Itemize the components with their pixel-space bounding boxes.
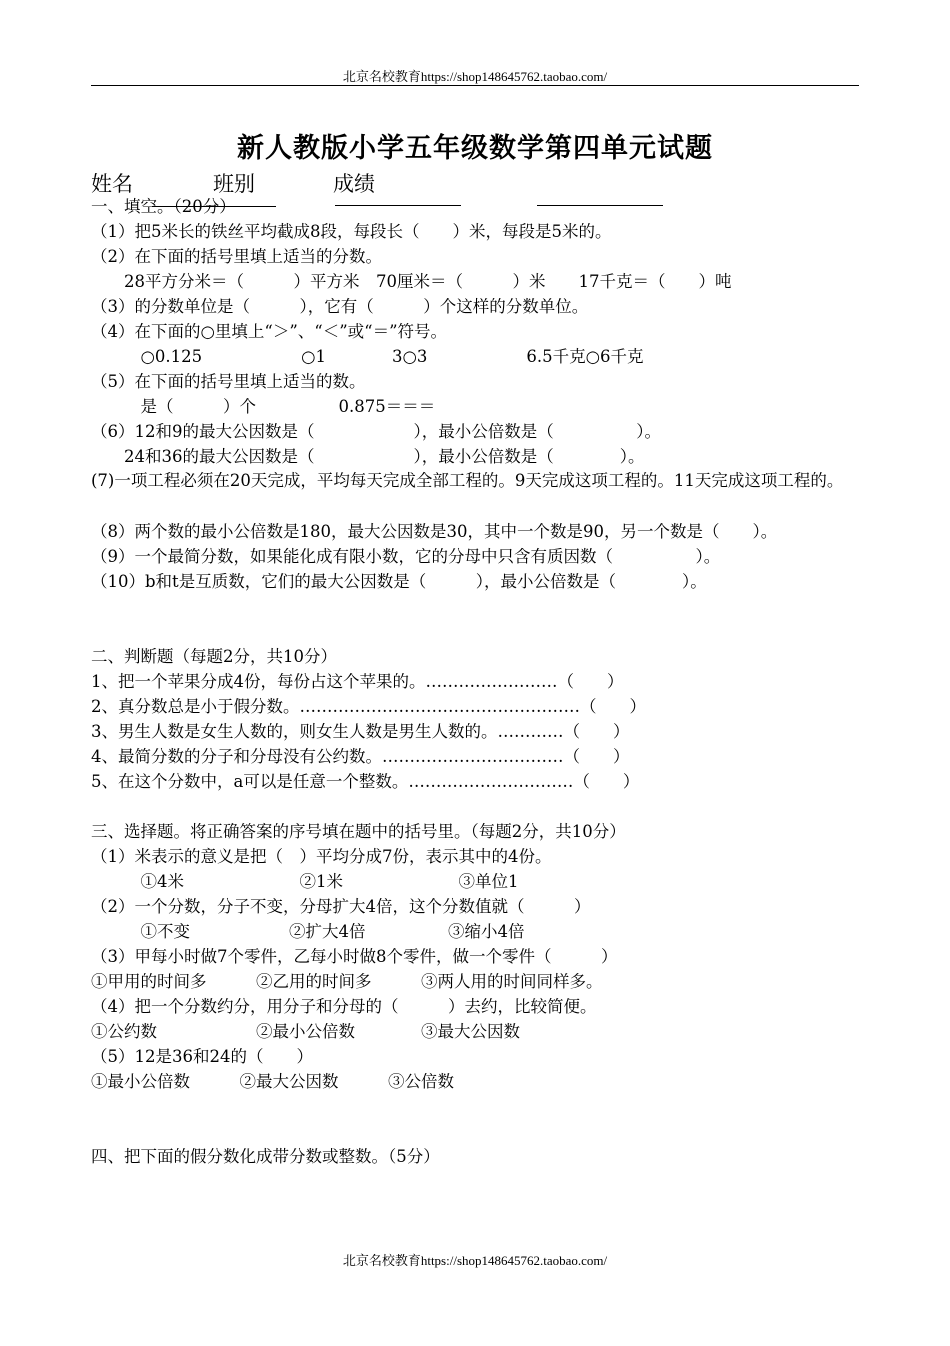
s1-item-4: （4）在下面的○里填上“＞”、“＜”或“＝”符号。 bbox=[91, 322, 448, 341]
s2-item-5: 5、在这个分数中，a可以是任意一个整数。…………………………（ ） bbox=[91, 772, 640, 791]
section2-heading: 二、判断题（每题2分，共10分） bbox=[91, 647, 337, 666]
s3-item-1-options: ①4米 ②1米 ③单位1 bbox=[91, 872, 519, 891]
s3-item-3: （3）甲每小时做7个零件，乙每小时做8个零件，做一个零件（ ） bbox=[91, 947, 618, 966]
page-header: 北京名校教育https://shop148645762.taobao.com/ bbox=[342, 69, 608, 84]
s1-item-5-blanks: 是（ ）个 0.875＝＝＝ bbox=[91, 397, 436, 416]
heading-strikethrough bbox=[152, 206, 276, 207]
s3-item-1: （1）米表示的意义是把（ ）平均分成7份，表示其中的4份。 bbox=[91, 847, 552, 866]
s1-item-6: （6）12和9的最大公因数是（ ），最小公倍数是（ ）。 bbox=[91, 422, 661, 441]
s3-item-3-options: ①甲用的时间多 ②乙用的时间多 ③两人用的时间同样多。 bbox=[91, 972, 603, 991]
s3-item-2: （2）一个分数，分子不变，分母扩大4倍，这个分数值就（ ） bbox=[91, 897, 591, 916]
s1-item-6b: 24和36的最大公因数是（ ），最小公倍数是（ ）。 bbox=[91, 447, 645, 466]
name-label: 姓名 bbox=[91, 172, 133, 196]
class-label: 班别 bbox=[213, 172, 255, 196]
page-footer: 北京名校教育https://shop148645762.taobao.com/ bbox=[342, 1253, 608, 1268]
section1-heading: 一、填空。（20分） bbox=[91, 197, 236, 216]
s1-item-1: （1）把5米长的铁丝平均截成8段，每段长（ ）米，每段是5米的。 bbox=[91, 222, 612, 241]
s2-item-2: 2、真分数总是小于假分数。……………………………………………（ ） bbox=[91, 697, 646, 716]
s3-item-5: （5）12是36和24的（ ） bbox=[91, 1047, 313, 1066]
s1-item-10: （10）b和t是互质数，它们的最大公因数是（ ），最小公倍数是（ ）。 bbox=[91, 572, 707, 591]
s2-item-4: 4、最简分数的分子和分母没有公约数。……………………………（ ） bbox=[91, 747, 630, 766]
section4-heading: 四、把下面的假分数化成带分数或整数。（5分） bbox=[91, 1147, 440, 1166]
page-title: 新人教版小学五年级数学第四单元试题 bbox=[237, 133, 713, 164]
s1-item-5: （5）在下面的括号里填上适当的数。 bbox=[91, 372, 366, 391]
s1-item-2-blanks: 28平方分米＝（ ）平方米 70厘米＝（ ）米 17千克＝（ ）吨 bbox=[91, 272, 732, 291]
s2-item-3: 3、男生人数是女生人数的，则女生人数是男生人数的。…………（ ） bbox=[91, 722, 630, 741]
s1-item-3: （3）的分数单位是（ ），它有（ ）个这样的分数单位。 bbox=[91, 297, 589, 316]
name-row bbox=[91, 168, 859, 196]
score-label: 成绩 bbox=[333, 172, 375, 196]
s3-item-2-options: ①不变 ②扩大4倍 ③缩小4倍 bbox=[91, 922, 525, 941]
s2-item-1: 1、把一个苹果分成4份，每份占这个苹果的。……………………（ ） bbox=[91, 672, 624, 691]
s3-item-4-options: ①公约数 ②最小公倍数 ③最大公因数 bbox=[91, 1022, 520, 1041]
s3-item-5-options: ①最小公倍数 ②最大公因数 ③公倍数 bbox=[91, 1072, 454, 1091]
s3-item-4: （4）把一个分数约分，用分子和分母的（ ）去约，比较简便。 bbox=[91, 997, 597, 1016]
s1-item-9: （9）一个最简分数，如果能化成有限小数，它的分母中只含有质因数（ ）。 bbox=[91, 547, 721, 566]
section3-heading: 三、选择题。将正确答案的序号填在题中的括号里。（每题2分，共10分） bbox=[91, 822, 626, 841]
s1-item-7: (7)一项工程必须在20天完成，平均每天完成全部工程的。9天完成这项工程的。11天完成这项工程的。 bbox=[91, 471, 844, 490]
s1-item-2: （2）在下面的括号里填上适当的分数。 bbox=[91, 247, 382, 266]
s1-item-4-compare: ○0.125 ○1 3○3 6.5千克○6千克 bbox=[91, 347, 644, 366]
s1-item-8: （8）两个数的最小公倍数是180，最大公因数是30，其中一个数是90，另一个数是（ ）。 bbox=[91, 522, 778, 541]
header-rule bbox=[91, 85, 859, 86]
